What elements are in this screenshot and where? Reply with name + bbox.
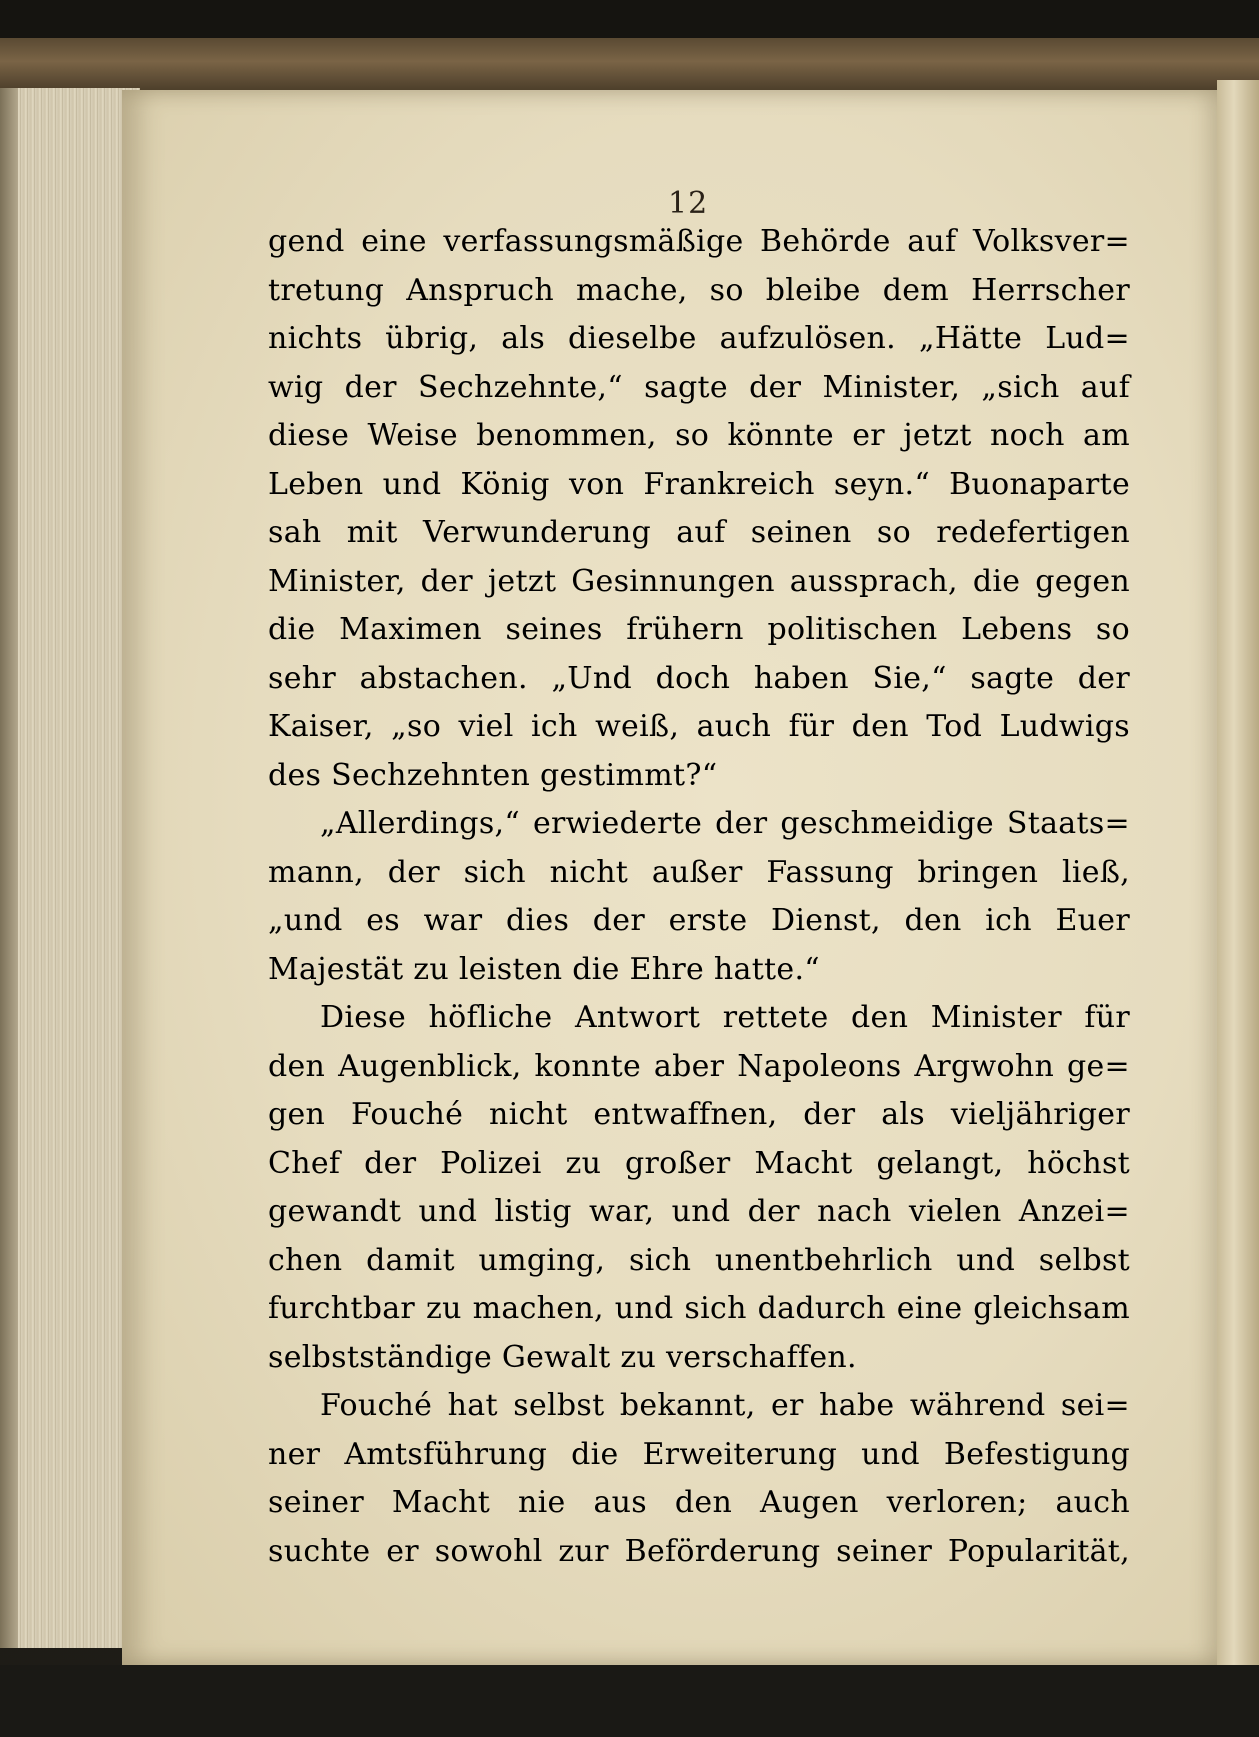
body-text xyxy=(268,218,1130,1576)
text-line: Diese höfliche Antwort rettete den Minister für xyxy=(320,1000,1130,1035)
text-line: „Allerdings,“ erwiederte der geschmeidige Staats= xyxy=(320,806,1130,841)
text-line: gewandt und listig war, und der nach vielen Anzei= xyxy=(268,1194,1130,1229)
background-bottom xyxy=(0,1665,1259,1737)
text-line: wig der Sechzehnte,“ sagte der Minister, „sich auf xyxy=(268,369,1130,405)
text-line: sah mit Verwunderung auf seinen so redefertigen xyxy=(268,515,1130,550)
text-line: sehr abstachen. „Und doch haben Sie,“ sagte der xyxy=(268,660,1130,696)
text-line: suchte er sowohl zur Beförderung seiner Popularität, xyxy=(268,1533,1130,1569)
text-line: chen damit umging, sich unentbehrlich und selbst xyxy=(268,1242,1130,1278)
text-line: die Maximen seines frühern politischen Lebens so xyxy=(268,612,1130,647)
text-line: mann, der sich nicht außer Fassung bringen ließ, xyxy=(268,854,1130,890)
text-line: furchtbar zu machen, und sich dadurch eine gleichsam xyxy=(268,1291,1130,1326)
text-line: Fouché hat selbst bekannt, er habe während sei= xyxy=(320,1388,1130,1423)
text-line: Kaiser, „so viel ich weiß, auch für den Tod Ludwigs xyxy=(268,709,1130,744)
text-line: seiner Macht nie aus den Augen verloren; auch xyxy=(268,1485,1130,1520)
text-line: tretung Anspruch mache, so bleibe dem Herrscher xyxy=(268,272,1130,308)
text-line: des Sechzehnten gestimmt?“ xyxy=(268,757,718,793)
page-stack-edges xyxy=(0,88,140,1648)
text-line: gen Fouché nicht entwaffnen, der als vieljähriger xyxy=(268,1097,1130,1132)
facing-page-edge xyxy=(1217,80,1259,1680)
text-line: den Augenblick, konnte aber Napoleons Argwohn ge= xyxy=(268,1048,1130,1084)
book-top-edge xyxy=(0,38,1259,90)
text-line: ner Amtsführung die Erweiterung und Befestigung xyxy=(268,1436,1130,1472)
page-number: 12 xyxy=(668,186,709,221)
text-line: nichts übrig, als dieselbe aufzulösen. „Hätte Lud= xyxy=(268,321,1130,356)
text-line: Minister, der jetzt Gesinnungen aussprach, die gegen xyxy=(268,563,1130,599)
text-line: „und es war dies der erste Dienst, den ich Euer xyxy=(268,903,1130,938)
text-line: diese Weise benommen, so könnte er jetzt noch am xyxy=(268,418,1130,453)
text-line: Chef der Polizei zu großer Macht gelangt, höchst xyxy=(268,1145,1130,1181)
text-line: Leben und König von Frankreich seyn.“ Buonaparte xyxy=(268,466,1130,502)
text-line: gend eine verfassungsmäßige Behörde auf Volksver= xyxy=(268,224,1130,259)
text-line: selbstständige Gewalt zu verschaffen. xyxy=(268,1339,857,1375)
text-line: Majestät zu leisten die Ehre hatte.“ xyxy=(268,951,820,987)
